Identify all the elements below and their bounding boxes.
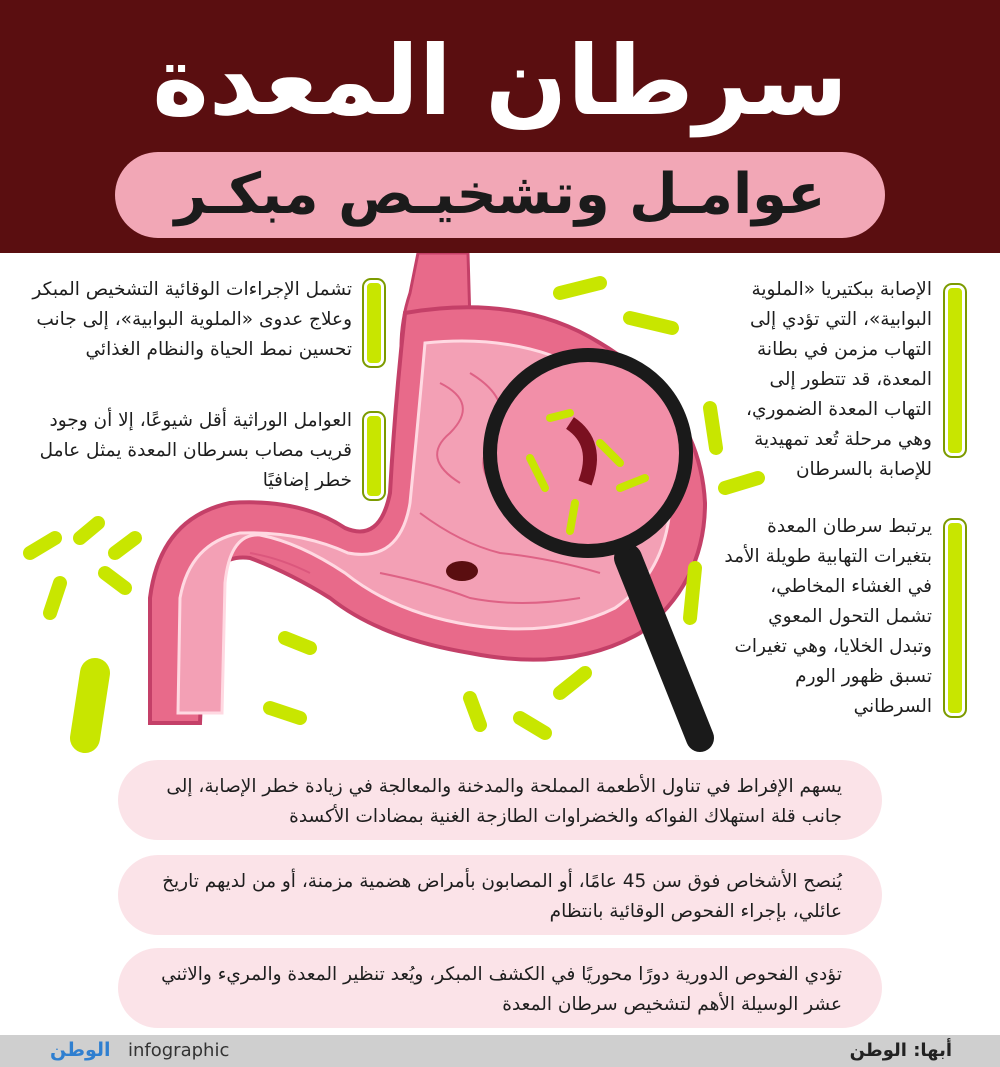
info-pill-text-2: يُنصح الأشخاص فوق سن 45 عامًا، أو المصابون بأمراض هضمية مزمنة، أو من لديهم تاريخ عائلي، بإجراء الفحوص الوقائية بانتظام [162, 871, 842, 922]
info-pill-text-3: تؤدي الفحوص الدورية دورًا محوريًا في الكشف المبكر، ويُعد تنظير المعدة والمريء والاثني عشر الوسيلة الأهم لتشخيص سرطان المعدة [161, 964, 842, 1015]
page-title: سرطان المعدة [152, 25, 848, 137]
right-column-text-1: الإصابة ببكتيريا «الملوية البوابية»، التي تؤدي إلى التهاب مزمن في بطانة المعدة، قد تتطور إلى التهاب المعدة الضموري، وهي مرحلة تُعد تمهيدية للإصابة بالسرطان [746, 279, 932, 480]
left-column-bar-1 [364, 280, 384, 366]
right-column-bar-2 [945, 520, 965, 716]
info-pill-3 [118, 948, 882, 1028]
page-subtitle: عوامـل وتشخيـص مبكـر [174, 162, 826, 227]
left-column-text-2: العوامل الوراثية أقل شيوعًا، إلا أن وجود قريب مصاب بسرطان المعدة يمثل عامل خطر إضافيًا [39, 410, 352, 491]
source-credit: أبها: الوطن [849, 1040, 952, 1061]
info-pill-text-1: يسهم الإفراط في تناول الأطعمة المملحة والمدخنة والمعالجة في زيادة خطر الإصابة، إلى جانب قلة استهلاك الفواكه والخضراوات الطازجة الغنية بمضادات الأكسدة [166, 776, 842, 827]
info-pill-1 [118, 760, 882, 840]
left-column-text-1: تشمل الإجراءات الوقائية التشخيص المبكر وعلاج عدوى «الملوية البوابية»، إلى جانب تحسين نمط الحياة والنظام الغذائي [32, 279, 352, 360]
right-column-text-2: يرتبط سرطان المعدة بتغيرات التهابية طويلة الأمد في الغشاء المخاطي، تشمل التحول المعوي وتبدل الخلايا، وهي تغيرات تسبق ظهور الورم السرطاني [724, 516, 932, 717]
header-banner [0, 0, 1000, 253]
brand-logo: الوطن [50, 1039, 111, 1061]
left-column-bar-2 [364, 413, 384, 499]
brand-label: infographic [128, 1040, 230, 1061]
subtitle-pill [115, 152, 885, 238]
info-pill-2 [118, 855, 882, 935]
right-column-bar-1 [945, 285, 965, 456]
